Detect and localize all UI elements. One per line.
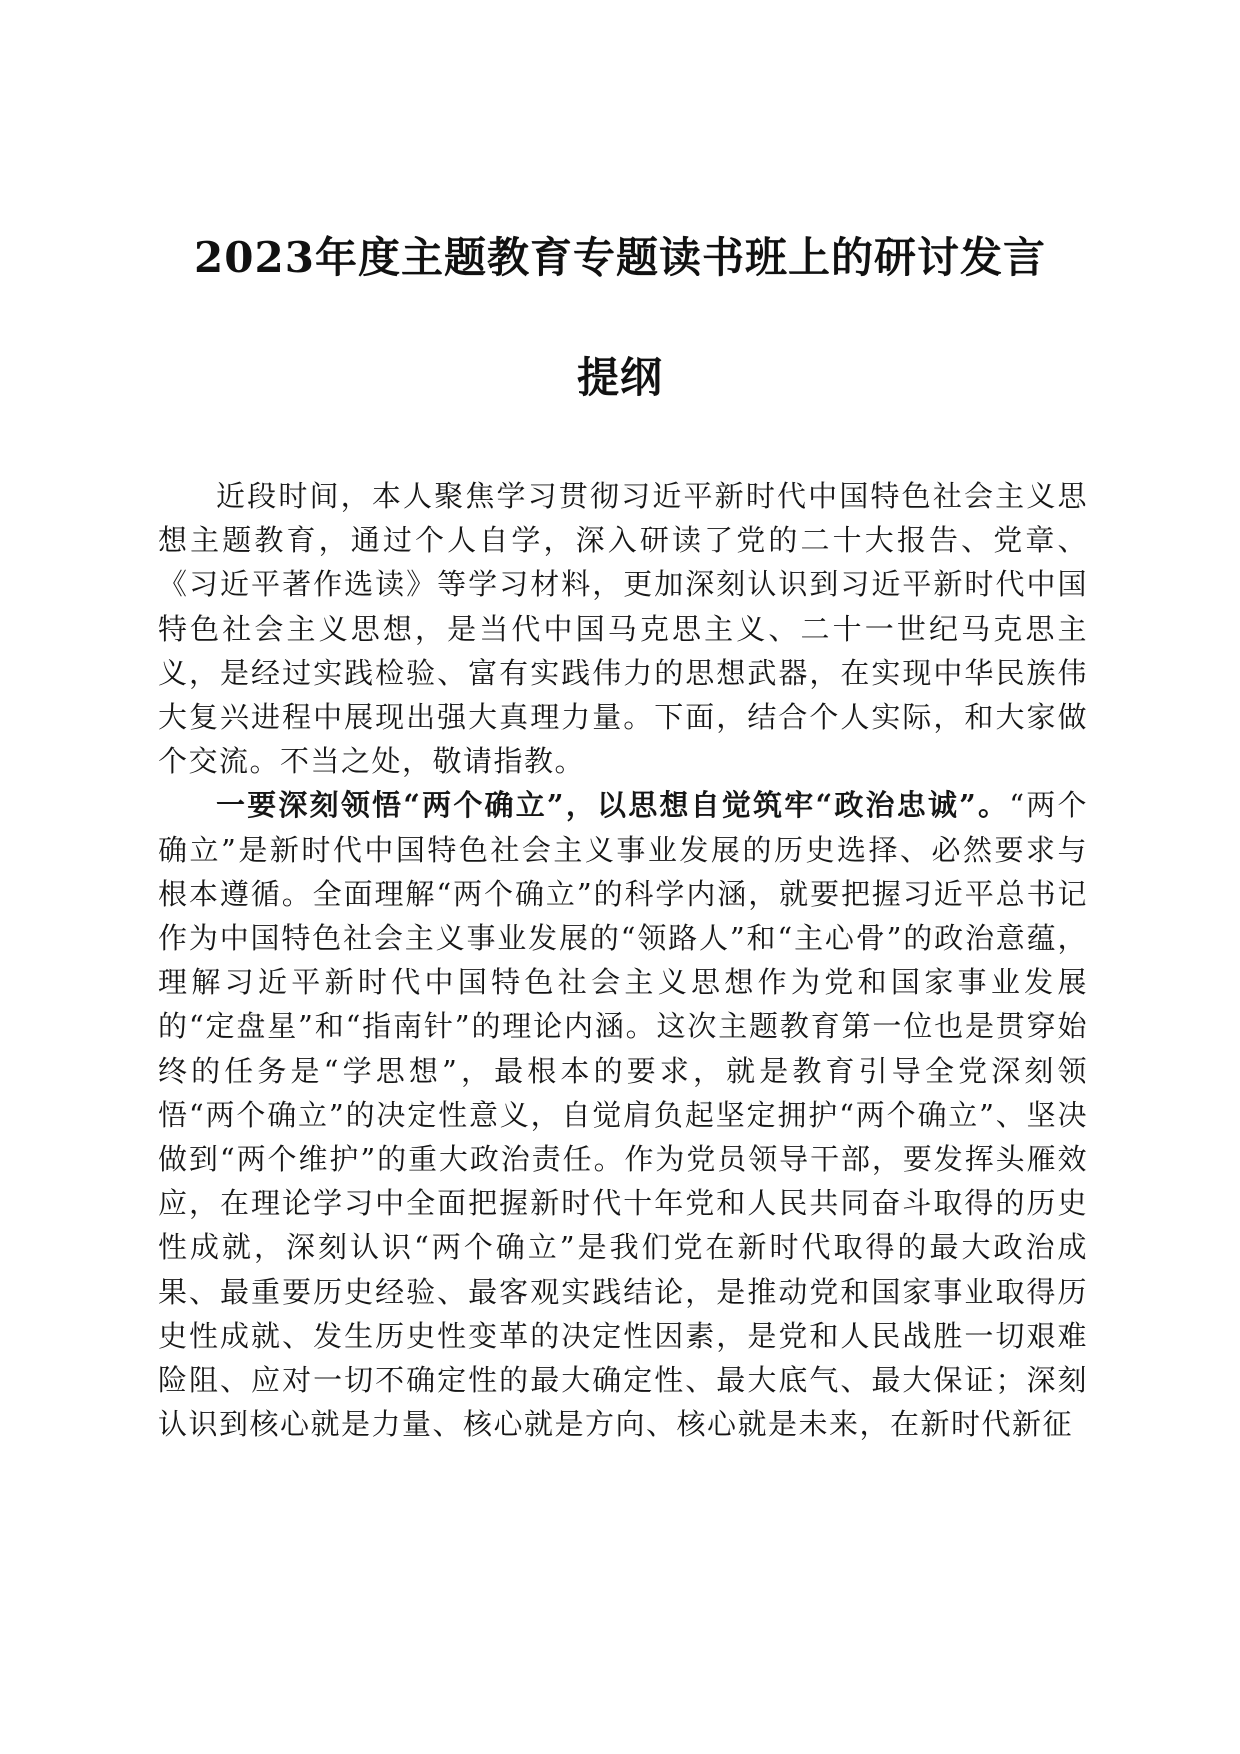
paragraph-intro (158, 474, 1088, 783)
paragraph-point-one (158, 783, 1088, 1446)
document-title-line-1: 2023年度主题教育专题读书班上的研讨发言 (194, 233, 1046, 282)
paragraph-point-one-heading: 一要深刻领悟“两个确立”，以思想自觉筑牢“政治忠诚”。 (216, 788, 1010, 823)
paragraph-point-one-text: “两个确立”是新时代中国特色社会主义事业发展的历史选择、必然要求与根本遵循。全面理解“两个确立”的科学内涵，就要把握习近平总书记作为中国特色社会主义事业发展的“领路人”和“主心骨”的政治意蕴，理解习近平新时代中国特色社会主义思想作为党和国家事业发展的“定盘星”和“指南针”的理论内涵。这次主题教育第一位也是贯穿始终的任务是“学思想”，最根本的要求，就是教育引导全党深刻领悟“两个确立”的决定性意义，自觉肩负起坚定拥护“两个确立”、坚决做到“两个维护”的重大政治责任。作为党员领导干部，要发挥头雁效应，在理论学习中全面把握新时代十年党和人民共同奋斗取得的历史性成就，深刻认识“两个确立”是我们党在新时代取得的最大政治成果、最重要历史经验、最客观实践结论，是推动党和国家事业取得历史性成就、发生历史性变革的决定性因素，是党和人民战胜一切艰难险阻、应对一切不确定性的最大确定性、最大底气、最大保证；深刻认识到核心就是力量、核心就是方向、核心就是未来，在新时代新征 (158, 788, 1089, 1442)
document-body (158, 474, 1088, 1446)
paragraph-intro-text: 近段时间，本人聚焦学习贯彻习近平新时代中国特色社会主义思想主题教育，通过个人自学，深入研读了党的二十大报告、党章、《习近平著作选读》等学习材料，更加深刻认识到习近平新时代中国特色社会主义思想，是当代中国马克思主义、二十一世纪马克思主义，是经过实践检验、富有实践伟力的思想武器，在实现中华民族伟大复兴进程中展现出强大真理力量。下面，结合个人实际，和大家做个交流。不当之处，敬请指教。 (158, 479, 1088, 779)
document-title-line-2: 提纲 (576, 353, 663, 402)
